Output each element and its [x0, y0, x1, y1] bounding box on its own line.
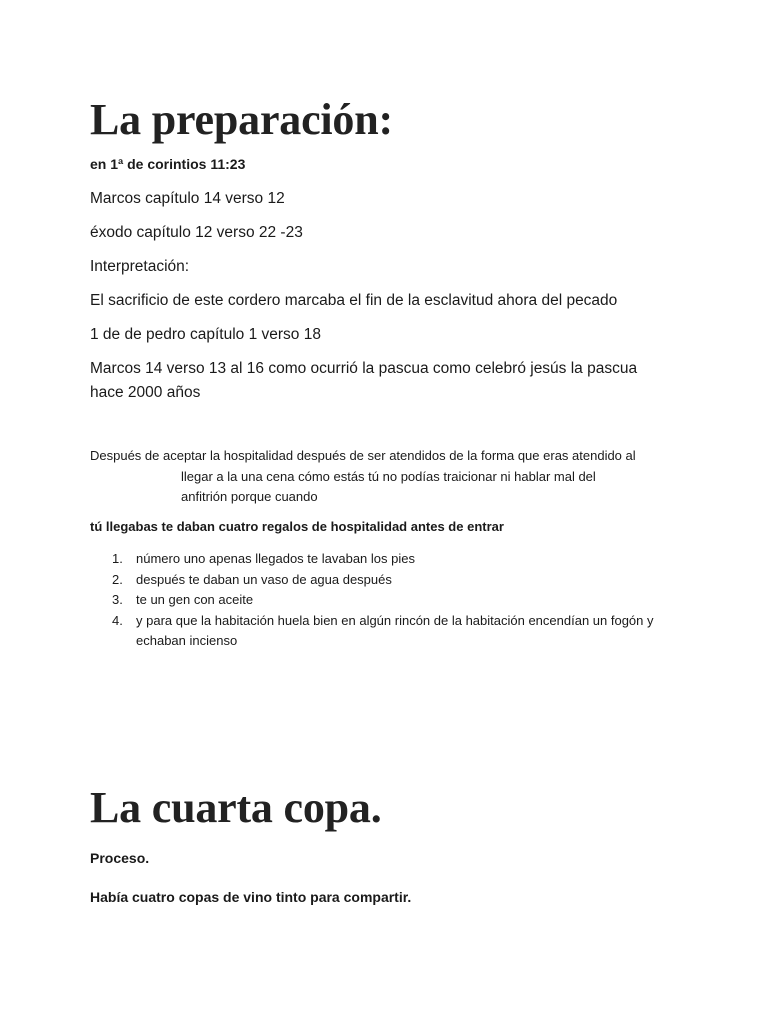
list-item-text: número uno apenas llegados te lavaban los pies [136, 551, 415, 566]
list-number: 3. [112, 592, 123, 607]
list-item-text: te un gen con aceite [136, 592, 254, 607]
list-item [112, 611, 656, 652]
text-line: Marcos capítulo 14 verso 12 [90, 190, 285, 207]
hospitality-gifts-heading: tú llegabas te daban cuatro regalos de hospitalidad antes de entrar [90, 519, 504, 534]
section-title-cuarta-copa: La cuarta copa. [90, 783, 382, 832]
list-item-text: y para que la habitación huela bien en algún rincón de la habitación encendían un fogón y echaban incienso [136, 612, 654, 648]
list-number: 1. [112, 551, 123, 566]
list-number: 2. [112, 571, 123, 587]
text-line: hace 2000 años [90, 384, 201, 401]
list-number: 4. [112, 612, 123, 628]
list-item-text: después te daban un vaso de agua después [136, 571, 392, 587]
list-item [112, 590, 672, 611]
section-title-preparacion: La preparación: [90, 95, 393, 144]
hospitality-paragraph-line: llegar a la una cena cómo estás tú no podías traicionar ni hablar mal del [181, 469, 596, 484]
process-label: Proceso. [90, 850, 150, 866]
text-line: El sacrificio de este cordero marcaba el fin de la esclavitud ahora del pecado [90, 292, 618, 309]
text-line: Interpretación: [90, 258, 190, 275]
gifts-list [112, 549, 672, 652]
text-line: Marcos 14 verso 13 al 16 como ocurrió la pascua como celebró jesús la pascua [90, 360, 638, 377]
text-line: éxodo capítulo 12 verso 22 -23 [90, 224, 303, 241]
text-line: 1 de de pedro capítulo 1 verso 18 [90, 326, 321, 343]
bible-reference-bold: en 1ª de corintios 11:23 [90, 156, 246, 172]
list-item [112, 549, 672, 570]
hospitality-paragraph-line: Después de aceptar la hospitalidad después de ser atendidos de la forma que eras atendido al [90, 448, 636, 463]
cups-description: Había cuatro copas de vino tinto para compartir. [90, 889, 412, 905]
list-item [112, 570, 672, 591]
hospitality-paragraph-line: anfitrión porque cuando [181, 489, 318, 504]
